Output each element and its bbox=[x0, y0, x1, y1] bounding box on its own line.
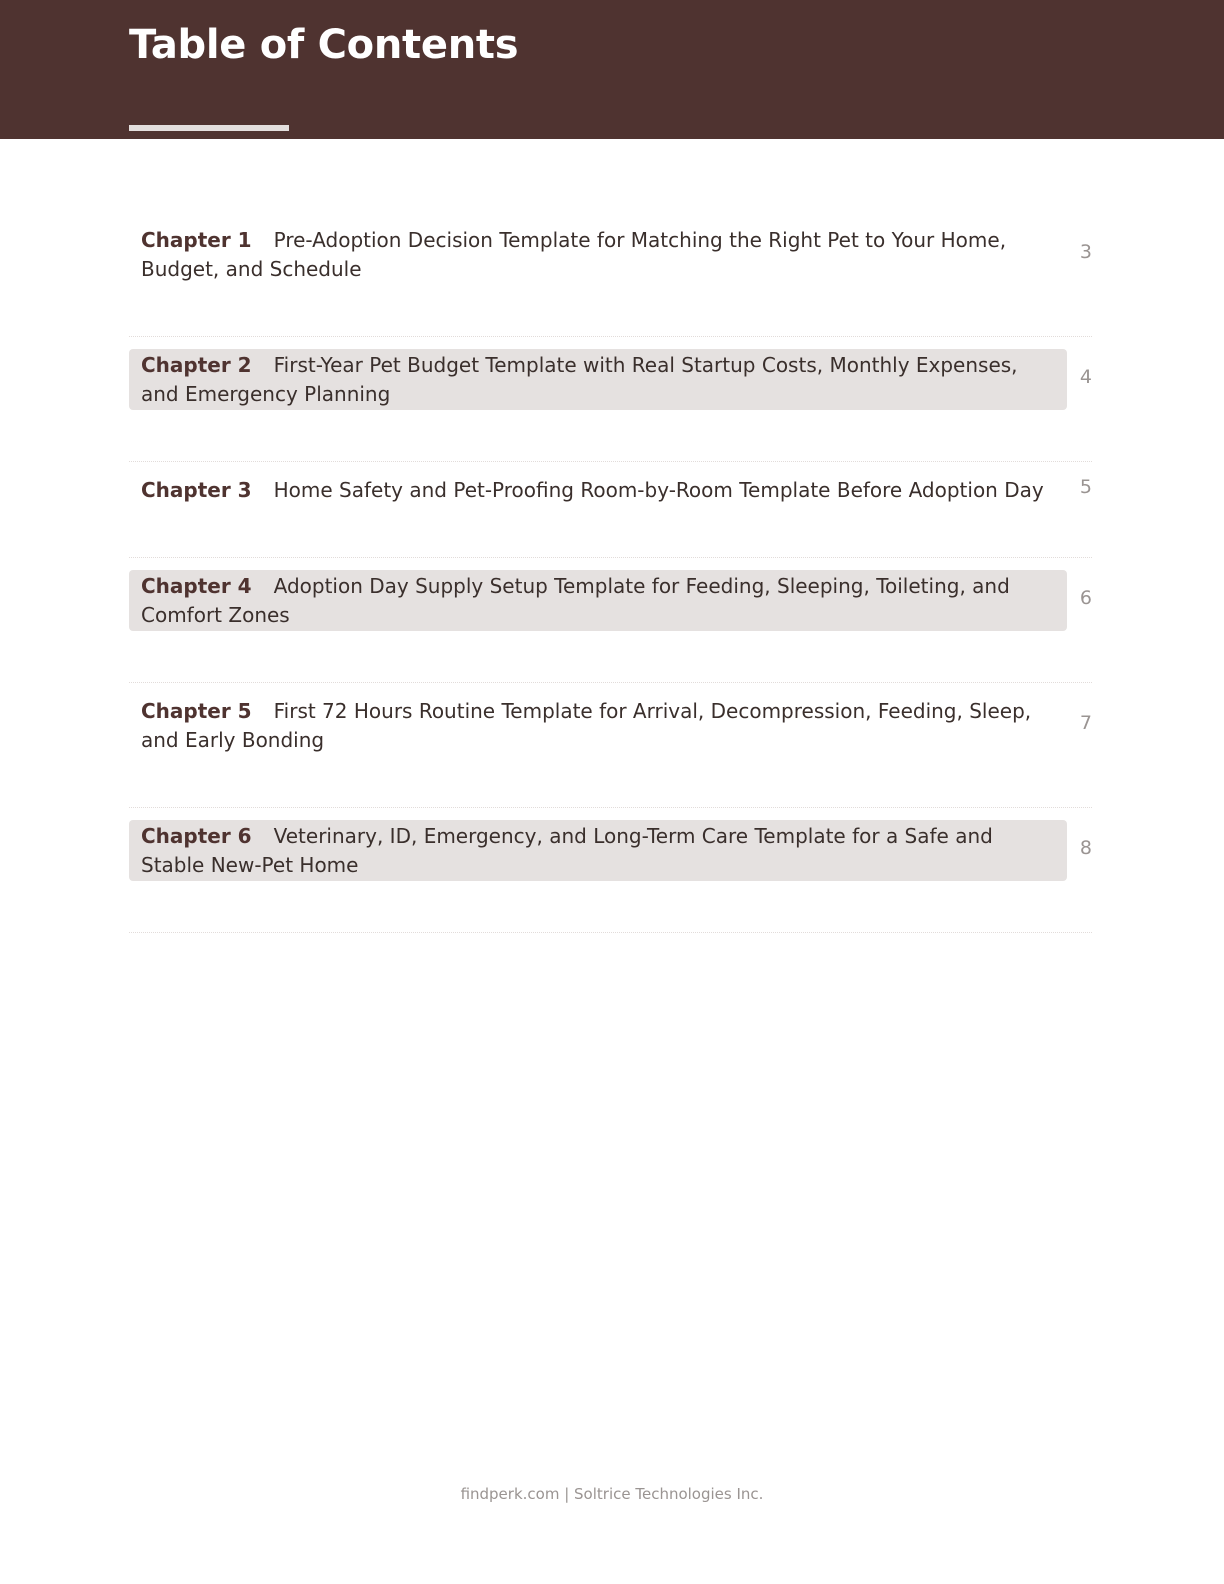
toc-entry-text bbox=[129, 349, 1067, 410]
chapter-title: First 72 Hours Routine Template for Arrival, Decompression, Feeding, Sleep, and Early Bonding bbox=[141, 699, 1032, 752]
page-footer: findperk.com | Soltrice Technologies Inc. bbox=[460, 1485, 764, 1503]
title-underline bbox=[129, 125, 289, 131]
chapter-title: Adoption Day Supply Setup Template for Feeding, Sleeping, Toileting, and Comfort Zones bbox=[141, 574, 1010, 627]
toc-entry-2[interactable] bbox=[129, 337, 1092, 462]
page-number: 7 bbox=[1079, 712, 1092, 734]
toc-entry-text bbox=[129, 820, 1067, 881]
toc-entry-3[interactable] bbox=[129, 462, 1092, 558]
chapter-label: Chapter 2 bbox=[141, 353, 252, 377]
chapter-title: Veterinary, ID, Emergency, and Long-Term Care Template for a Safe and Stable New-Pet Home bbox=[141, 824, 993, 877]
toc-entry-text bbox=[129, 695, 1067, 756]
toc-entry-5[interactable] bbox=[129, 683, 1092, 808]
page-number: 3 bbox=[1079, 241, 1092, 263]
chapter-title: Pre-Adoption Decision Template for Matching the Right Pet to Your Home, Budget, and Schedule bbox=[141, 228, 1007, 281]
toc-entry-6[interactable] bbox=[129, 808, 1092, 933]
page-title: Table of Contents bbox=[129, 22, 519, 68]
toc-entry-text bbox=[129, 570, 1067, 631]
chapter-title: Home Safety and Pet-Proofing Room-by-Room Template Before Adoption Day bbox=[273, 478, 1044, 502]
toc-entry-text bbox=[129, 224, 1067, 285]
chapter-label: Chapter 1 bbox=[141, 228, 252, 252]
header-banner bbox=[0, 0, 1224, 139]
page-number: 5 bbox=[1079, 476, 1092, 498]
chapter-label: Chapter 5 bbox=[141, 699, 252, 723]
chapter-label: Chapter 6 bbox=[141, 824, 252, 848]
toc-entry-text bbox=[129, 474, 1067, 506]
page-number: 6 bbox=[1079, 587, 1092, 609]
page-number: 4 bbox=[1079, 366, 1092, 388]
toc-entry-1[interactable] bbox=[129, 212, 1092, 337]
chapter-label: Chapter 4 bbox=[141, 574, 252, 598]
chapter-title: First-Year Pet Budget Template with Real Startup Costs, Monthly Expenses, and Emergency Planning bbox=[141, 353, 1018, 406]
page-number: 8 bbox=[1079, 837, 1092, 859]
chapter-label: Chapter 3 bbox=[141, 478, 252, 502]
table-of-contents bbox=[129, 212, 1092, 933]
toc-entry-4[interactable] bbox=[129, 558, 1092, 683]
